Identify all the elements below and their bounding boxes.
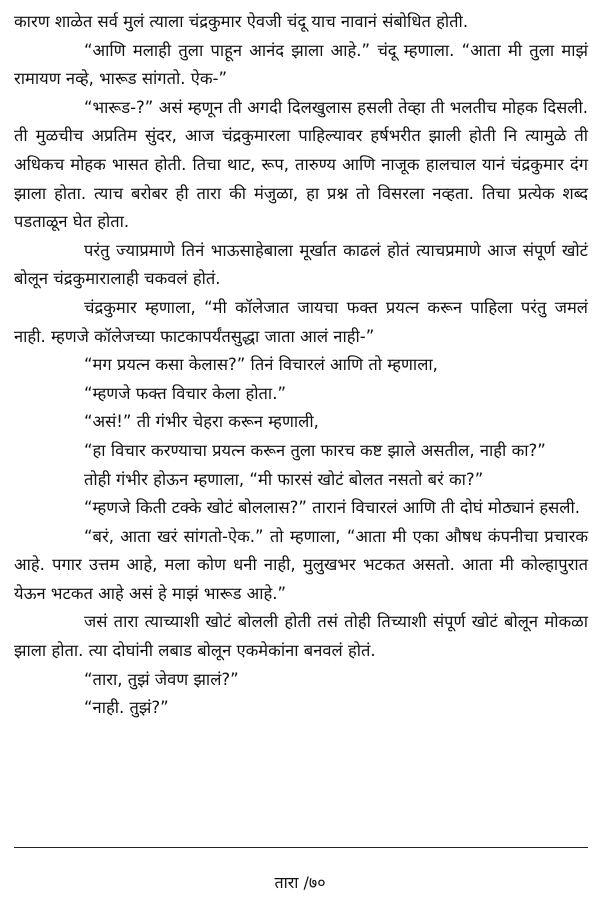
paragraph: जसं तारा त्याच्याशी खोटं बोलली होती तसं तोही तिच्याशी संपूर्ण खोटं बोलून मोकळा झाला होता. त्या दोघांनी लबाड बोलून एकमेकांना बनवलं होतं. bbox=[14, 612, 588, 661]
paragraph: “म्हणजे फक्त विचार केला होता.” bbox=[84, 383, 287, 403]
paragraph: “भारूड-?” असं म्हणून ती अगदी दिलखुलास हसली तेव्हा ती भलतीच मोहक दिसली. ती मुळचीच अप्रतिम सुंदर, आज चंद्रकुमारला पाहिल्यावर हर्षभरीत झाली होती नि त्यामुळे ती अधिकच मोहक भासत होती. तिचा थाट, रूप, तारुण्य आणि नाजूक हालचाल यानं चंद्रकुमार दंग झाला होता. त्याच बरोबर ही तारा की मंजुळा, हा प्रश्न तो विसरला नव्हता. तिचा प्रत्येक शब्द पडताळून घेत होता. bbox=[14, 97, 588, 232]
footer-divider bbox=[14, 847, 588, 848]
paragraph: “असं!” ती गंभीर चेहरा करून म्हणाली, bbox=[84, 412, 319, 432]
paragraph: “नाही. तुझं?” bbox=[84, 698, 169, 718]
paragraph: तोही गंभीर होऊन म्हणाला, “मी फारसं खोटं बोलत नसतो बरं का?” bbox=[84, 469, 484, 489]
paragraph: चंद्रकुमार म्हणाला, “मी कॉलेजात जायचा फक्त प्रयत्न करून पाहिला परंतु जमलं नाही. म्हणजे कॉलेजच्या फाटकापर्यंतसुद्धा जाता आलं नाही-” bbox=[14, 297, 588, 346]
paragraph: “हा विचार करण्याचा प्रयत्न करून तुला फारच कष्ट झाले असतील, नाही का?” bbox=[84, 440, 546, 460]
paragraph: परंतु ज्याप्रमाणे तिनं भाऊसाहेबाला मूर्खात काढलं होतं त्याचप्रमाणे आज संपूर्ण खोटं बोलून चंद्रकुमारालाही चकवलं होतं. bbox=[14, 240, 588, 289]
paragraph: “बरं, आता खरं सांगतो-ऐक.” तो म्हणाला, “आता मी एका औषध कंपनीचा प्रचारक आहे. पगार उत्तम आहे, मला कोण धनी नाही, मुलुखभर भटकत असतो. आता मी कोल्हापुरात येऊन भटकत आहे असं हे माझं भारूड आहे.” bbox=[14, 526, 588, 603]
paragraph: “म्हणजे किती टक्के खोटं बोललास?” तारानं विचारलं आणि ती दोघं मोठ्यानं हसली. bbox=[84, 498, 580, 518]
body-text bbox=[14, 8, 588, 723]
paragraph: “आणि मलाही तुला पाहून आनंद झाला आहे.” चंदू म्हणाला. “आता मी तुला माझं रामायण नव्हे, भारूड सांगतो. ऐक-” bbox=[14, 40, 588, 89]
paragraph: “तारा, तुझं जेवण झालं?” bbox=[84, 669, 239, 689]
paragraph: कारण शाळेत सर्व मुलं त्याला चंद्रकुमार ऐवजी चंदू याच नावानं संबोधित होती. bbox=[14, 12, 469, 31]
page-footer: तारा /७० bbox=[274, 873, 326, 892]
paragraph: “मग प्रयत्न कसा केलास?” तिनं विचारलं आणि तो म्हणाला, bbox=[84, 355, 438, 375]
